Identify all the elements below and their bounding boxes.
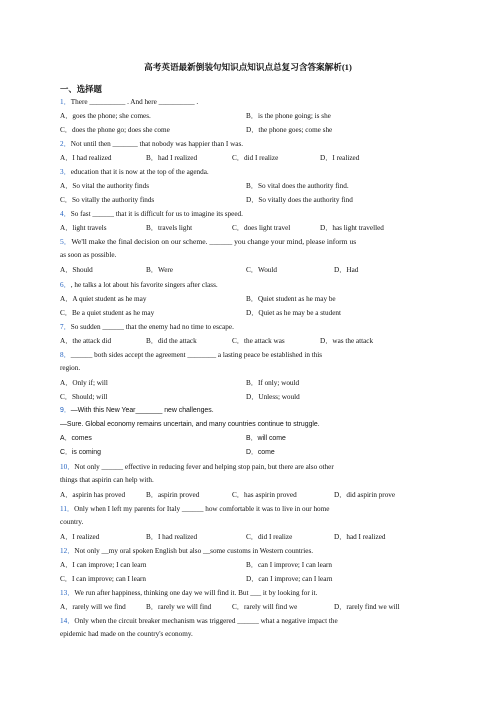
question-8-stem: 8．______ both sides accept the agreement ________ a lasting peace be established in this bbox=[60, 351, 323, 359]
question-number: 13． bbox=[60, 589, 75, 597]
option: C．Would bbox=[246, 266, 277, 274]
option: A．Should bbox=[60, 266, 93, 274]
option: D．the phone goes; come she bbox=[246, 126, 333, 134]
option: B．Quiet student as he may be bbox=[246, 295, 336, 303]
option: C．rarely will find we bbox=[232, 603, 298, 611]
question-number: 6． bbox=[60, 281, 71, 289]
option: D．Quiet as he may be a student bbox=[246, 309, 342, 317]
question-10-stem: 10．Not only ______ effective in reducing fever and helping stop pain, but there are also other bbox=[60, 463, 334, 471]
question-number: 8． bbox=[60, 351, 71, 359]
question-number: 9． bbox=[60, 407, 71, 414]
option: C．has aspirin proved bbox=[232, 491, 297, 499]
option: C．I can improve; can I learn bbox=[60, 575, 147, 583]
option: A．light travels bbox=[60, 224, 107, 232]
option: D．Unless; would bbox=[246, 393, 300, 401]
option: A．the attack did bbox=[60, 337, 112, 345]
option: B．travels light bbox=[146, 224, 193, 232]
option: B．I had realized bbox=[146, 533, 198, 541]
option: D．come bbox=[246, 449, 275, 456]
question-number: 2． bbox=[60, 140, 71, 148]
option: A．aspirin has proved bbox=[60, 491, 126, 499]
option: B．If only; would bbox=[246, 379, 300, 387]
option: A．I realized bbox=[60, 533, 100, 541]
option: D．had I realized bbox=[334, 533, 386, 541]
option: A．Only if; will bbox=[60, 379, 108, 387]
option: B．is the phone going; is she bbox=[246, 112, 331, 120]
question-1-stem: 1．There __________ . And here __________ . bbox=[60, 98, 199, 106]
option: C．Be a quiet student as he may bbox=[60, 309, 155, 317]
section-heading: 一、选择题 bbox=[60, 85, 102, 94]
option: B．So vital does the authority find. bbox=[246, 182, 349, 190]
question-10-stem-cont: things that aspirin can help with. bbox=[60, 476, 154, 484]
option: B．had I realized bbox=[146, 154, 198, 162]
option: A．goes the phone; she comes. bbox=[60, 112, 151, 120]
question-5-stem-cont: as soon as possible. bbox=[60, 251, 117, 259]
option: C．is coming bbox=[60, 449, 101, 456]
question-number: 14． bbox=[60, 617, 75, 625]
question-12-stem: 12．Not only __my oral spoken English but also __some customs in Western countries. bbox=[60, 547, 314, 555]
question-8-stem-cont: region. bbox=[60, 364, 81, 372]
question-number: 5． bbox=[60, 237, 72, 246]
question-6-stem: 6．, he talks a lot about his favorite singers after class. bbox=[60, 281, 218, 289]
option: D．did aspirin prove bbox=[334, 491, 396, 499]
option: A．I had realized bbox=[60, 154, 112, 162]
option: C．does light travel bbox=[232, 224, 291, 232]
option: D．So vitally does the authority find bbox=[246, 196, 353, 204]
option: D．has light travelled bbox=[320, 224, 384, 232]
option: D．I realized bbox=[320, 154, 360, 162]
option: A．rarely will we find bbox=[60, 603, 126, 611]
question-4-stem: 4．So fast ______ that it is difficult for us to imagine its speed. bbox=[60, 210, 243, 218]
document-title: 高考英语最新倒装句知识点知识点总复习含答案解析(1) bbox=[144, 62, 352, 72]
option: C．did I realize bbox=[246, 533, 293, 541]
question-number: 10． bbox=[60, 463, 75, 471]
question-14-stem: 14．Only when the circuit breaker mechanism was triggered ______ what a negative impact the bbox=[60, 617, 338, 625]
question-11-stem-cont: country. bbox=[60, 518, 84, 526]
option: B．can I improve; I can learn bbox=[246, 561, 333, 569]
option: C．the attack was bbox=[232, 337, 285, 345]
option: C．So vitally the authority finds bbox=[60, 196, 155, 204]
question-number: 3． bbox=[60, 168, 71, 176]
question-9-stem-cont: —Sure. Global economy remains uncertain, and many countries continue to struggle. bbox=[60, 421, 320, 428]
option: B．aspirin proved bbox=[146, 491, 200, 499]
question-7-stem: 7．So sudden ______ that the enemy had no time to escape. bbox=[60, 323, 234, 331]
option: B．did the attack bbox=[146, 337, 197, 345]
option: B．will come bbox=[246, 435, 286, 442]
option: D．can I improve; can I learn bbox=[246, 575, 333, 583]
option: A．So vital the authority finds bbox=[60, 182, 150, 190]
question-number: 11． bbox=[60, 505, 75, 513]
question-9-stem: 9．—With this New Year_______ new challenges. bbox=[60, 407, 214, 414]
question-5-stem: 5．We'll make the final decision on our scheme. ______ you change your mind, please inform us bbox=[60, 237, 357, 246]
question-number: 1． bbox=[60, 98, 71, 106]
option: C．did I realize bbox=[232, 154, 279, 162]
question-number: 4． bbox=[60, 210, 71, 218]
question-13-stem: 13．We run after happiness, thinking one day we will find it. But ___ it by looking for it. bbox=[60, 589, 318, 597]
option: D．Had bbox=[334, 266, 359, 274]
option: C．Should; will bbox=[60, 393, 108, 401]
question-number: 12． bbox=[60, 547, 75, 555]
option: C．does the phone go; does she come bbox=[60, 126, 170, 134]
option: A．I can improve; I can learn bbox=[60, 561, 147, 569]
option: B．Were bbox=[146, 266, 173, 274]
question-11-stem: 11．Only when I left my parents for Italy ______ how comfortable it was to live in our home bbox=[60, 505, 330, 513]
question-number: 7． bbox=[60, 323, 71, 331]
question-3-stem: 3．education that it is now at the top of the agenda. bbox=[60, 168, 209, 176]
option: B．rarely we will find bbox=[146, 603, 212, 611]
option: A．A quiet student as he may bbox=[60, 295, 147, 303]
option: A．comes bbox=[60, 435, 92, 442]
question-2-stem: 2．Not until then _______ that nobody was happier than I was. bbox=[60, 140, 244, 148]
option: D．rarely find we will bbox=[334, 603, 400, 611]
question-14-stem-cont: epidemic had made on the country's economy. bbox=[60, 630, 193, 638]
option: D．was the attack bbox=[320, 337, 374, 345]
